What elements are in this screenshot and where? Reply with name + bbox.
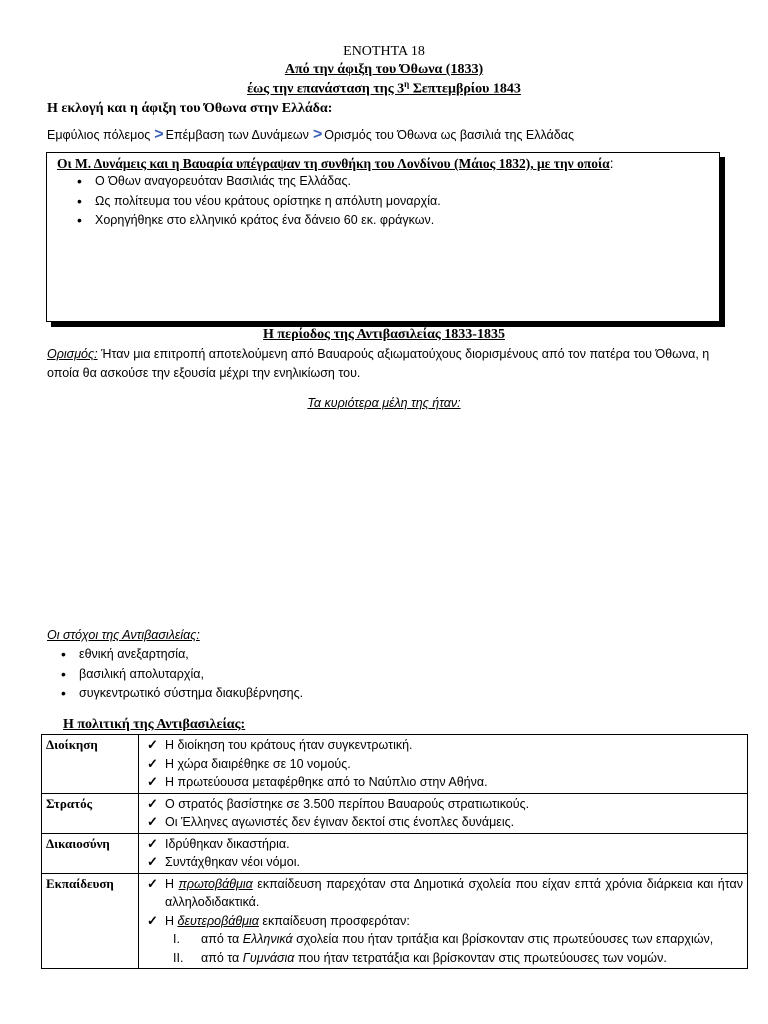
- flow-step-intervention: Επέμβαση των Δυνάμεων: [165, 128, 309, 142]
- title-line1-text: Από την άφιξη του Όθωνα (1833): [284, 62, 484, 77]
- policy-table: [41, 734, 748, 969]
- unit-label: ΕΝΟΤΗΤΑ 18: [343, 44, 425, 59]
- regency-heading: [0, 327, 768, 343]
- secondary-post: εκπαίδευση προσφερόταν:: [258, 913, 410, 928]
- list-item: • Ο Όθων αναγορευόταν Βασιλιάς της Ελλάδας.: [77, 172, 709, 192]
- flow-arrow-icon: >: [154, 126, 164, 143]
- table-row: [42, 735, 748, 794]
- treaty-box: [46, 152, 720, 322]
- table-row: [42, 833, 748, 873]
- sub-item-post: που ήταν τετρατάξια και βρίσκονταν στις πρωτεύουσες των νομών.: [294, 950, 667, 965]
- regency-goals-title: Οι στόχοι της Αντιβασιλείας:: [47, 628, 200, 642]
- flow-step-civil-war: Εμφύλιος πόλεμος: [47, 128, 151, 142]
- table-row: [42, 793, 748, 833]
- sub-item-number: I.: [173, 932, 180, 946]
- flow-arrow-icon: >: [312, 126, 323, 143]
- category-cell: Δικαιοσύνη: [42, 833, 139, 873]
- primary-post: εκπαίδευση παρεχόταν στα Δημοτικά σχολεία που είχαν επτά χρόνια διάρκεια και ήταν αλληλοδιδακτικά.: [165, 876, 743, 909]
- items-cell: [139, 735, 748, 794]
- list-item: • συγκεντρωτικό σύστημα διακυβέρνησης.: [61, 684, 303, 704]
- list-item: • Ως πολίτευμα του νέου κράτους ορίστηκε η απόλυτη μοναρχία.: [77, 192, 709, 212]
- check-item: ✓ Η διοίκηση του κράτους ήταν συγκεντρωτική.: [145, 736, 743, 755]
- sub-item-number: II.: [173, 950, 184, 965]
- title-line2-suffix: Σεπτεμβρίου 1843: [409, 81, 521, 97]
- items-cell: [139, 873, 748, 969]
- primary-term: πρωτοβάθμια: [178, 876, 253, 891]
- sub-item-pre: από τα: [201, 950, 243, 965]
- check-item-secondary: [145, 912, 743, 931]
- regency-goals: [47, 645, 303, 704]
- category-cell: Στρατός: [42, 793, 139, 833]
- treaty-heading-colon: :: [609, 156, 614, 171]
- check-item: ✓ Η χώρα διαιρέθηκε σε 10 νομούς.: [145, 755, 743, 774]
- election-flow: [47, 126, 574, 144]
- category-cell: Διοίκηση: [42, 735, 139, 794]
- items-cell: [139, 833, 748, 873]
- secondary-pre: Η: [165, 913, 178, 928]
- regency-heading-text: Η περίοδος της Αντιβασιλείας 1833-1835: [263, 327, 505, 342]
- flow-step-otto-appointed: Ορισμός του Όθωνα ως βασιλιά της Ελλάδας: [324, 128, 574, 142]
- regency-definition: [47, 345, 737, 383]
- category-cell: Εκπαίδευση: [42, 873, 139, 969]
- check-item: ✓ Ιδρύθηκαν δικαστήρια.: [145, 835, 743, 854]
- policy-heading-text: Η πολιτική της Αντιβασιλείας:: [63, 717, 246, 732]
- title-line2-sup: η: [404, 79, 410, 89]
- unit-title-line1: [0, 62, 768, 78]
- primary-pre: Η: [165, 876, 179, 891]
- check-item: ✓ Η πρωτεύουσα μεταφέρθηκε από το Ναύπλιο στην Αθήνα.: [145, 773, 743, 792]
- check-item: ✓ Ο στρατός βασίστηκε σε 3.500 περίπου Βαυαρούς στρατιωτικούς.: [145, 795, 743, 814]
- list-item: • Χορηγήθηκε στο ελληνικό κράτος ένα δάνειο 60 εκ. φράγκων.: [77, 211, 709, 231]
- items-cell: [139, 793, 748, 833]
- secondary-term: δευτεροβάθμια: [177, 913, 259, 928]
- check-item: ✓ Συντάχθηκαν νέοι νόμοι.: [145, 853, 743, 872]
- sub-item-term: Γυμνάσια: [242, 950, 295, 965]
- election-heading: Η εκλογή και η άφιξη του Όθωνα στην Ελλάδα:: [47, 101, 333, 116]
- list-item: • βασιλική απολυταρχία,: [61, 665, 303, 685]
- table-row: [42, 873, 748, 969]
- list-item: • εθνική ανεξαρτησία,: [61, 645, 303, 665]
- policy-heading: [63, 717, 245, 733]
- sub-item-post: σχολεία που ήταν τριτάξια και βρίσκονταν στις πρωτεύουσες των επαρχιών,: [292, 932, 714, 946]
- sub-item: [145, 949, 743, 968]
- definition-text: Ήταν μια επιτροπή αποτελούμενη από Βαυαρούς αξιωματούχους διορισμένους από τον πατέρα του Όθωνα, η οποία θα ασκούσε την εξουσία μέχρι την ενηλικίωση του.: [47, 347, 710, 380]
- check-item-primary: [145, 875, 743, 912]
- regency-members-title: Τα κυριότερα μέλη της ήταν:: [307, 396, 461, 410]
- sub-item-term: Ελληνικά: [242, 932, 293, 946]
- sub-item: [145, 930, 743, 949]
- sub-item-pre: από τα: [201, 932, 243, 946]
- goals-list: [61, 645, 303, 704]
- title-line2-prefix: έως την επανάσταση της 3: [247, 81, 405, 97]
- treaty-points: [77, 172, 709, 231]
- definition-label: Ορισμός:: [47, 347, 98, 361]
- treaty-heading: [57, 156, 709, 172]
- check-item: ✓ Οι Έλληνες αγωνιστές δεν έγιναν δεκτοί στις ένοπλες δυνάμεις.: [145, 813, 743, 832]
- treaty-heading-text: Οι Μ. Δυνάμεις και η Βαυαρία υπέγραψαν τη συνθήκη του Λονδίνου (Μάιος 1832), με την οποία: [57, 156, 610, 171]
- unit-title-line2: [0, 79, 768, 98]
